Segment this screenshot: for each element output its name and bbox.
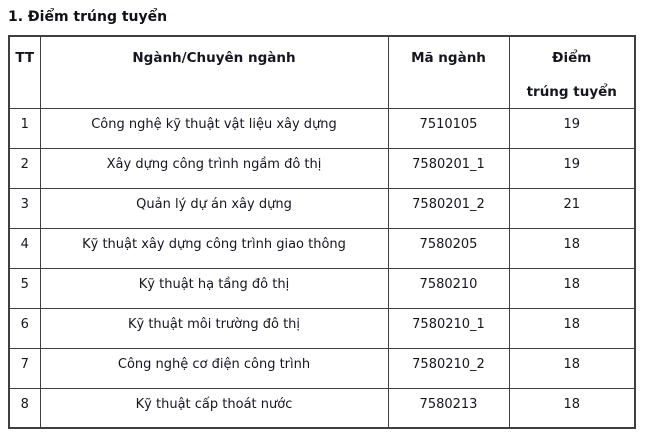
score-cell: 18: [509, 268, 635, 308]
major-name-cell: Kỹ thuật cấp thoát nước: [40, 388, 388, 428]
header-score: [509, 36, 635, 108]
admission-score-table: [8, 35, 636, 429]
table-row: [9, 268, 635, 308]
score-cell: 18: [509, 348, 635, 388]
score-cell: 18: [509, 388, 635, 428]
row-number-cell: 5: [9, 268, 40, 308]
major-name-cell: Kỹ thuật môi trường đô thị: [40, 308, 388, 348]
row-number-cell: 7: [9, 348, 40, 388]
score-cell: 19: [509, 108, 635, 148]
score-cell: 19: [509, 148, 635, 188]
row-number-cell: 6: [9, 308, 40, 348]
major-name-cell: Xây dựng công trình ngầm đô thị: [40, 148, 388, 188]
header-tt: TT: [9, 36, 40, 108]
major-name-cell: Quản lý dự án xây dựng: [40, 188, 388, 228]
header-code: Mã ngành: [388, 36, 509, 108]
row-number-cell: 2: [9, 148, 40, 188]
table-row: [9, 348, 635, 388]
row-number-cell: 1: [9, 108, 40, 148]
section-title: 1. Điểm trúng tuyển: [8, 9, 168, 25]
table-row: [9, 388, 635, 428]
score-cell: 18: [509, 308, 635, 348]
table-row: [9, 188, 635, 228]
score-cell: 18: [509, 228, 635, 268]
table-row: [9, 148, 635, 188]
major-code-cell: 7580210: [388, 268, 509, 308]
header-score-line2: trúng tuyển: [526, 84, 617, 100]
row-number-cell: 3: [9, 188, 40, 228]
header-score-line1: Điểm: [552, 50, 592, 66]
major-code-cell: 7580205: [388, 228, 509, 268]
major-name-cell: Kỹ thuật xây dựng công trình giao thông: [40, 228, 388, 268]
major-code-cell: 7510105: [388, 108, 509, 148]
major-name-cell: Công nghệ kỹ thuật vật liệu xây dựng: [40, 108, 388, 148]
header-row: [9, 36, 635, 108]
major-code-cell: 7580201_1: [388, 148, 509, 188]
row-number-cell: 8: [9, 388, 40, 428]
major-code-cell: 7580201_2: [388, 188, 509, 228]
table-row: [9, 228, 635, 268]
table-row: [9, 308, 635, 348]
table-row: [9, 108, 635, 148]
table-body: [9, 108, 635, 428]
header-major: Ngành/Chuyên ngành: [40, 36, 388, 108]
major-code-cell: 7580210_1: [388, 308, 509, 348]
score-cell: 21: [509, 188, 635, 228]
major-name-cell: Công nghệ cơ điện công trình: [40, 348, 388, 388]
major-code-cell: 7580210_2: [388, 348, 509, 388]
major-code-cell: 7580213: [388, 388, 509, 428]
major-name-cell: Kỹ thuật hạ tầng đô thị: [40, 268, 388, 308]
row-number-cell: 4: [9, 228, 40, 268]
table-header: [9, 36, 635, 108]
